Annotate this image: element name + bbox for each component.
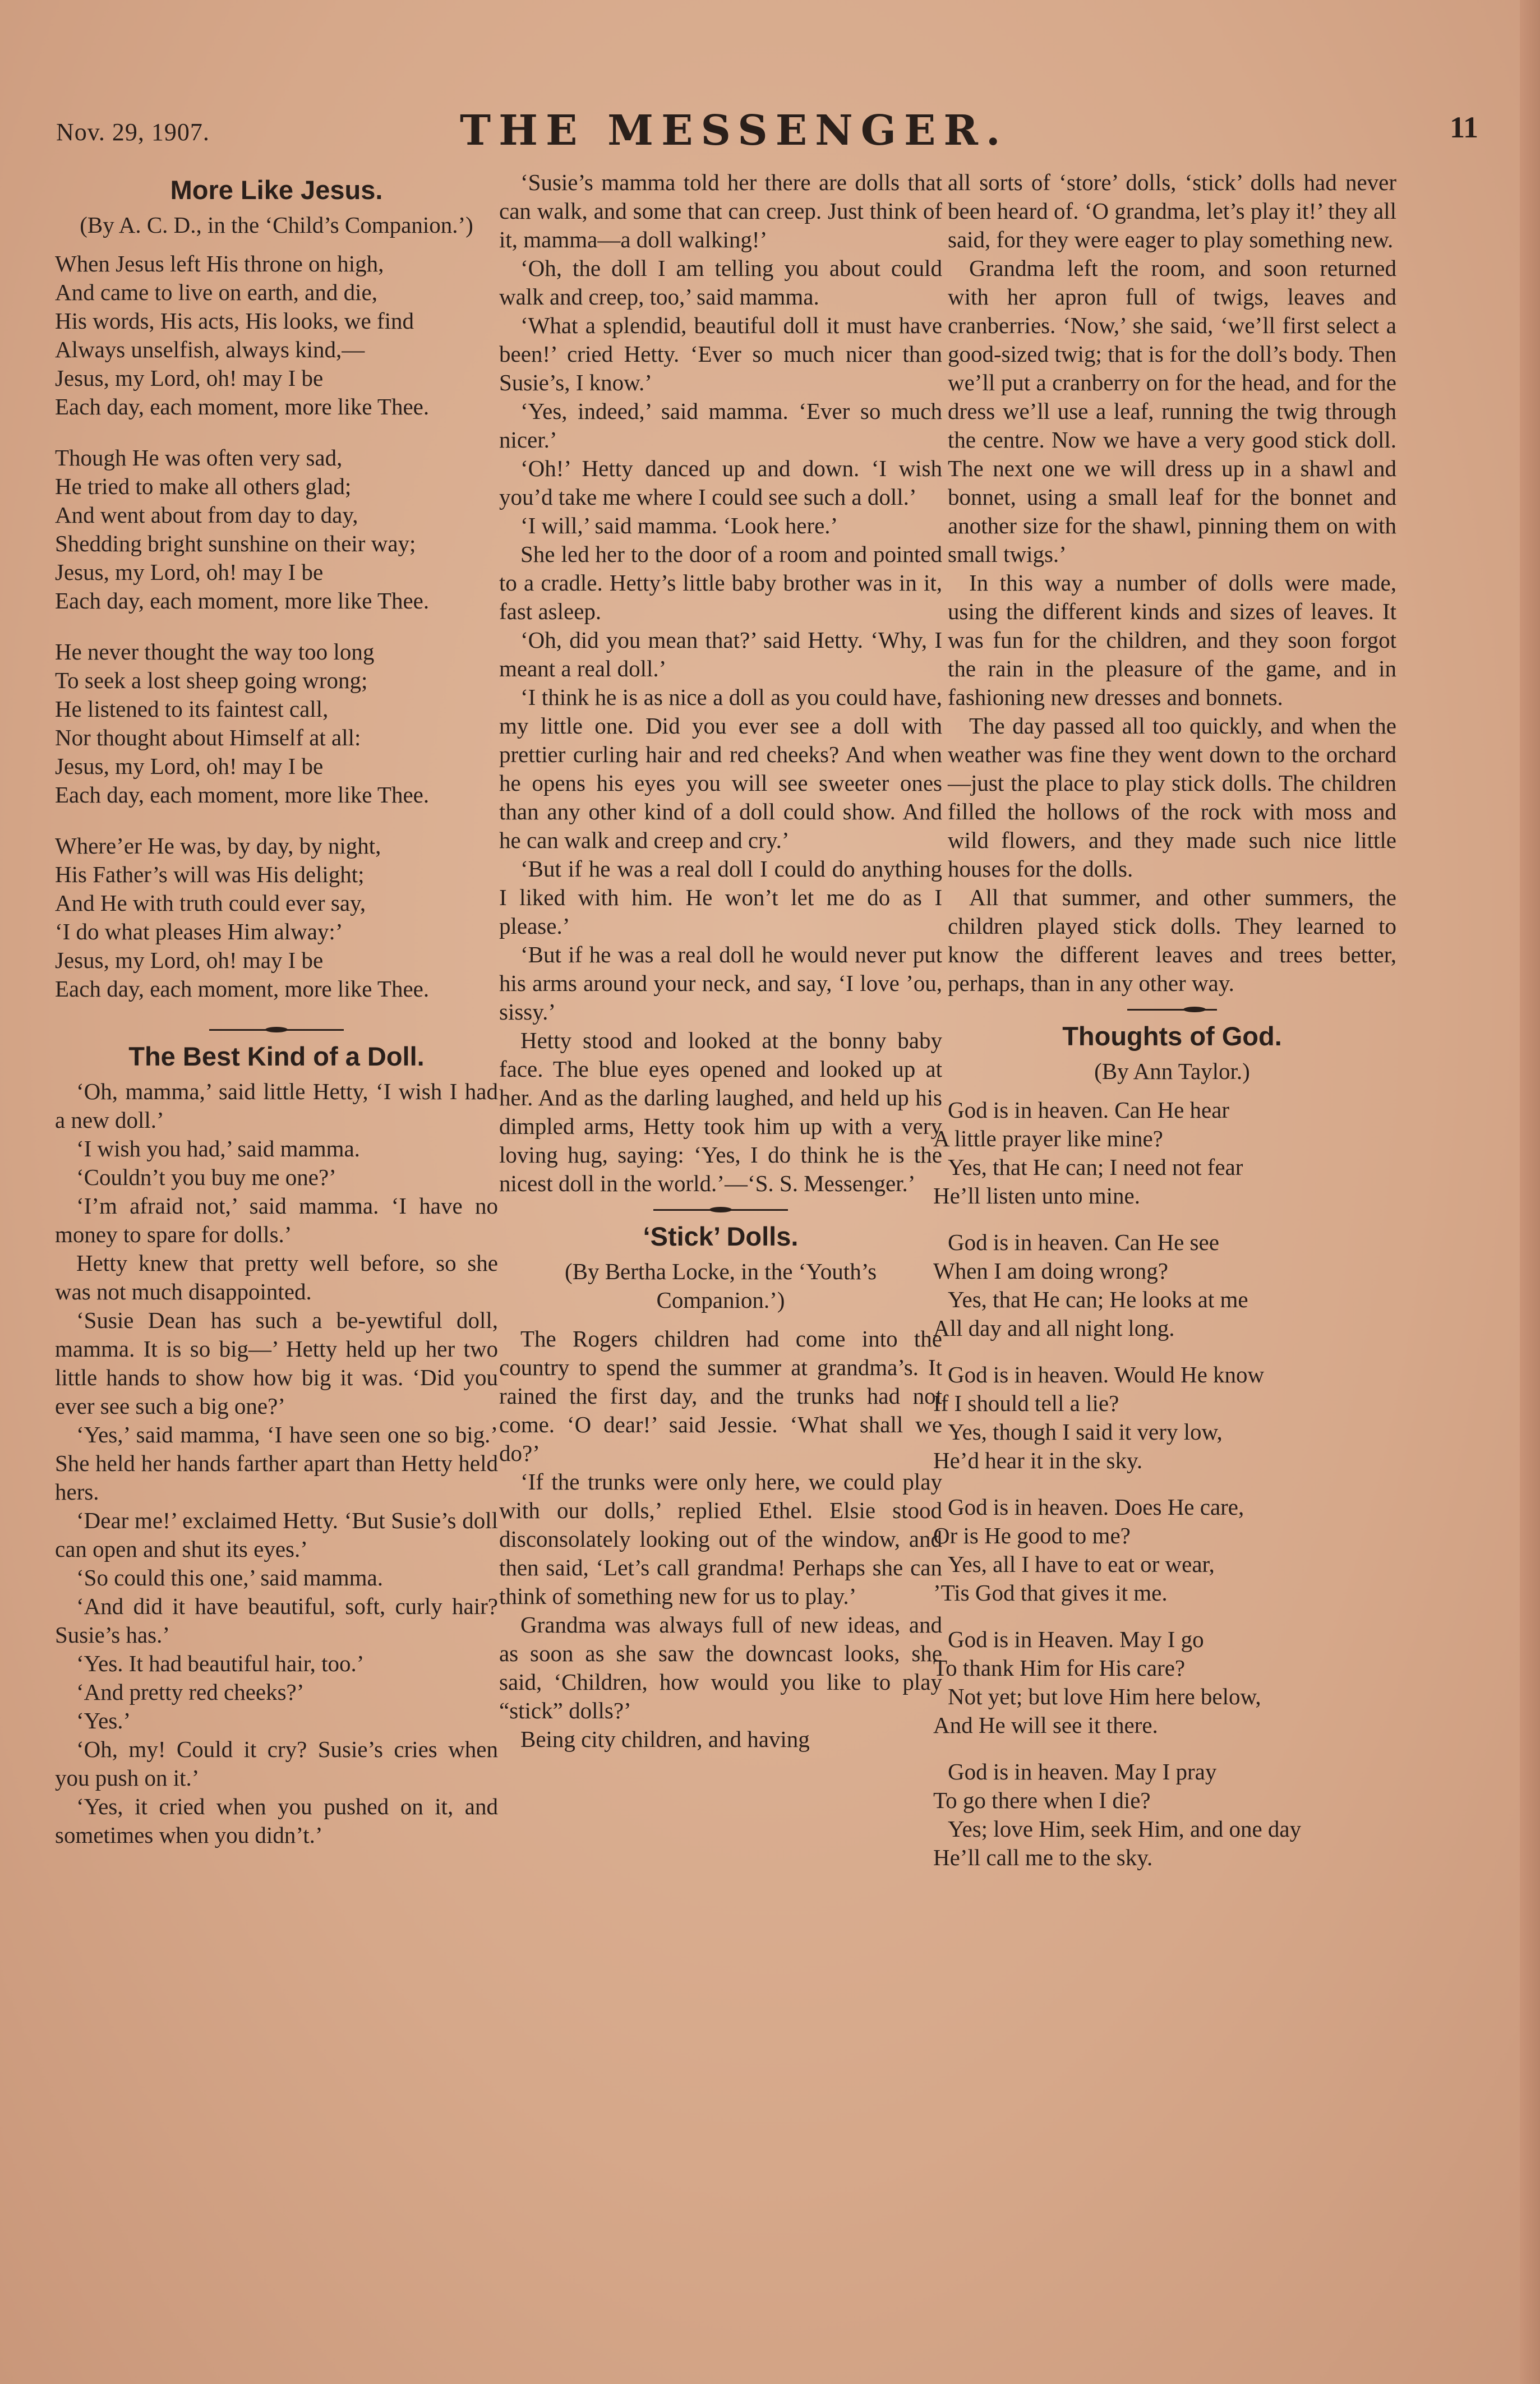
paragraph: ‘But if he was a real doll he would never put his arms around your neck, and say, ‘I love ’ou, sissy.’	[499, 942, 942, 1025]
paragraph: ‘Yes,’ said mamma, ‘I have seen one so big.’ She held her hands farther apart than Hetty held hers.	[55, 1422, 498, 1505]
paragraph: ‘I’m afraid not,’ said mamma. ‘I have no money to spare for dolls.’	[55, 1193, 498, 1247]
paragraph: ‘I think he is as nice a doll as you could have, my little one. Did you ever see a doll with prettier curling hair and red cheeks? And when he opens his eyes you will see sweeter ones than any other kind of a doll could show. And he can walk and creep and cry.’	[499, 684, 942, 853]
story-text	[55, 1077, 498, 1850]
poem-title: Thoughts of God.	[1062, 1021, 1282, 1051]
poem-line: Not yet; but love Him here below,	[948, 1684, 1261, 1709]
paragraph: Hetty knew that pretty well before, so she was not much disappointed.	[55, 1250, 498, 1304]
paragraph: ‘Susie’s mamma told her there are dolls that can walk, and some that can creep. Just think of it, mamma—a doll walking!’	[499, 169, 942, 252]
poem-line: He’ll call me to the sky.	[933, 1845, 1153, 1870]
paragraph: Grandma left the room, and soon returned with her apron full of twigs, leaves and cranberries. ‘Now,’ she said, ‘we’ll first select a good-sized twig; that is for the doll’s body. Then we’ll put a cranberry on for the head, and for the dress we’ll use a leaf, running the twig through the centre. Now we have a very good stick doll. The next one we will dress up in a shawl and bonnet, using a small leaf for the bonnet and another size for the shawl, pinning them on with small twigs.’	[948, 255, 1396, 567]
column-2	[499, 168, 942, 1754]
stanza	[55, 250, 498, 421]
section-divider	[1127, 1006, 1217, 1013]
column-3	[933, 168, 1396, 1890]
paragraph: ‘Dear me!’ exclaimed Hetty. ‘But Susie’s doll can open and shut its eyes.’	[55, 1507, 498, 1562]
poem-line: Or is He good to me?	[933, 1523, 1131, 1548]
paragraph: ‘Oh, the doll I am telling you about could walk and creep, too,’ said mamma.	[499, 255, 942, 310]
poem-line: God is in heaven. May I pray	[948, 1759, 1217, 1784]
paragraph: Grandma was always full of new ideas, and as soon as she saw the downcast looks, she said, ‘Children, how would you like to play “stick” dolls?’	[499, 1612, 942, 1723]
poem-line: Jesus, my Lord, oh! may I be	[55, 947, 324, 973]
story-title: The Best Kind of a Doll.	[128, 1041, 425, 1071]
stanza	[933, 1361, 1396, 1475]
poem-line: God is in heaven. Would He know	[948, 1362, 1265, 1387]
paragraph: ‘Yes.’	[76, 1708, 131, 1733]
poem-line: He never thought the way too long	[55, 639, 375, 665]
paragraph: ‘Yes, indeed,’ said mamma. ‘Ever so much nicer.’	[499, 398, 942, 453]
story-text-continued	[499, 168, 942, 1198]
poem-line: God is in Heaven. May I go	[948, 1626, 1204, 1652]
paragraph: ‘And pretty red cheeks?’	[76, 1679, 305, 1705]
poem-line: Where’er He was, by day, by night,	[55, 833, 381, 859]
poem-line: And He with truth could ever say,	[55, 890, 366, 916]
story-title: ‘Stick’ Dolls.	[643, 1221, 799, 1251]
story-byline: (By Bertha Locke, in the ‘Youth’s Companion.’)	[564, 1258, 877, 1313]
poem-line: ’Tis God that gives it me.	[933, 1580, 1168, 1606]
poem-line: A little prayer like mine?	[933, 1126, 1163, 1151]
newspaper-title: THE MESSENGER.	[460, 107, 1008, 155]
poem-body	[933, 1096, 1396, 1872]
poem-line: Jesus, my Lord, oh! may I be	[55, 559, 324, 585]
paragraph: ‘Oh!’ Hetty danced up and down. ‘I wish you’d take me where I could see such a doll.’	[499, 455, 942, 510]
poem-line: Each day, each moment, more like Thee.	[55, 976, 430, 1002]
masthead	[56, 107, 1478, 157]
paragraph: all sorts of ‘store’ dolls, ‘stick’ dolls had never been heard of. ‘O grandma, let’s play it!’ they all said, for they were eager to play something new.	[948, 169, 1396, 252]
poem-line: He’ll listen unto mine.	[933, 1183, 1140, 1209]
poem-line: Yes, that He can; I need not fear	[948, 1154, 1243, 1180]
stanza	[933, 1096, 1396, 1210]
poem-line: If I should tell a lie?	[933, 1390, 1119, 1416]
poem-byline: (By Ann Taylor.)	[1094, 1058, 1250, 1084]
poem-line: Always unselfish, always kind,—	[55, 336, 365, 362]
stanza	[933, 1758, 1396, 1872]
paragraph: ‘If the trunks were only here, we could play with our dolls,’ replied Ethel. Elsie stood disconsolately looking out of the window, and then said, ‘Let’s call grandma! Perhaps she can think of something new for us to play.’	[499, 1469, 942, 1609]
poem-line: He listened to its faintest call,	[55, 696, 329, 722]
poem-line: Shedding bright sunshine on their way;	[55, 531, 416, 556]
poem-line: Each day, each moment, more like Thee.	[55, 782, 430, 808]
section-divider	[653, 1206, 788, 1214]
poem-line: Yes; love Him, seek Him, and one day	[948, 1816, 1302, 1842]
poem-line: God is in heaven. Can He hear	[948, 1097, 1230, 1123]
poem-line: Jesus, my Lord, oh! may I be	[55, 753, 324, 779]
column-1	[55, 168, 498, 1850]
poem-line: Yes, though I said it very low,	[948, 1419, 1223, 1445]
poem-line: Nor thought about Himself at all:	[55, 725, 361, 750]
poem-line: God is in heaven. Can He see	[948, 1229, 1219, 1255]
paragraph: Hetty stood and looked at the bonny baby face. The blue eyes opened and looked up at her. And as the darling laughed, and held up his dimpled arms, Hetty took him up with a very loving hug, saying: ‘Yes, I do think he is the nicest doll in the world.’—‘S. S. Messenger.’	[499, 1027, 942, 1196]
stanza	[933, 1228, 1396, 1343]
paragraph: The Rogers children had come into the country to spend the summer at grandma’s. It rained the first day, and the trunks had not come. ‘O dear!’ said Jessie. ‘What shall we do?’	[499, 1326, 942, 1466]
poem-line: And He will see it there.	[933, 1712, 1158, 1738]
poem-line: God is in heaven. Does He care,	[948, 1494, 1244, 1520]
poem-line: Yes, all I have to eat or wear,	[948, 1551, 1215, 1577]
story-text-continued	[948, 168, 1396, 998]
section-divider	[209, 1026, 344, 1034]
paragraph: ‘What a splendid, beautiful doll it must have been!’ cried Hetty. ‘Ever so much nicer than Susie’s, I know.’	[499, 312, 942, 395]
poem-line: To seek a lost sheep going wrong;	[55, 667, 368, 693]
poem-line: When Jesus left His throne on high,	[55, 251, 384, 276]
paragraph: ‘Yes, it cried when you pushed on it, and sometimes when you didn’t.’	[55, 1793, 498, 1848]
paragraph: ‘Yes. It had beautiful hair, too.’	[76, 1650, 365, 1676]
paragraph: ‘Oh, my! Could it cry? Susie’s cries when you push on it.’	[55, 1736, 498, 1791]
poem-line: He tried to make all others glad;	[55, 473, 352, 499]
paragraph: All that summer, and other summers, the children played stick dolls. They learned to know the different leaves and trees better, perhaps, than in any other way.	[948, 884, 1396, 996]
paragraph: ‘I wish you had,’ said mamma.	[76, 1136, 360, 1161]
poem-line: His words, His acts, His looks, we find	[55, 308, 414, 334]
poem-line: Jesus, my Lord, oh! may I be	[55, 365, 324, 391]
poem-body	[55, 250, 498, 1003]
poem-line: And went about from day to day,	[55, 502, 358, 528]
poem-line: To go there when I die?	[933, 1787, 1151, 1813]
poem-title: More Like Jesus.	[170, 175, 383, 205]
stanza	[933, 1493, 1396, 1607]
poem-line: All day and all night long.	[933, 1315, 1175, 1341]
poem-byline: (By A. C. D., in the ‘Child’s Companion.’)	[80, 212, 473, 238]
poem-line: ‘I do what pleases Him alway:’	[55, 919, 343, 944]
paragraph: ‘I will,’ said mamma. ‘Look here.’	[520, 513, 838, 538]
paragraph: ‘And did it have beautiful, soft, curly hair? Susie’s has.’	[55, 1593, 498, 1648]
paragraph: In this way a number of dolls were made, using the different kinds and sizes of leaves. It was fun for the children, and they soon forgot the rain in the pleasure of the game, and in fashioning new dresses and bonnets.	[948, 570, 1396, 710]
stanza	[55, 444, 498, 615]
issue-date: Nov. 29, 1907.	[56, 118, 210, 146]
paragraph: ‘So could this one,’ said mamma.	[76, 1565, 383, 1590]
paragraph: Being city children, and having	[520, 1726, 810, 1752]
poem-line: He’d hear it in the sky.	[933, 1447, 1143, 1473]
poem-line: Though He was often very sad,	[55, 445, 343, 471]
page-number: 11	[1449, 110, 1478, 144]
poem-line: And came to live on earth, and die,	[55, 279, 377, 305]
stanza	[55, 832, 498, 1003]
poem-line: His Father’s will was His delight;	[55, 861, 365, 887]
paragraph: She led her to the door of a room and pointed to a cradle. Hetty’s little baby brother was in it, fast asleep.	[499, 541, 942, 624]
stanza	[933, 1625, 1396, 1740]
poem-line: To thank Him for His care?	[933, 1655, 1186, 1681]
poem-line: Each day, each moment, more like Thee.	[55, 588, 430, 614]
paragraph: ‘But if he was a real doll I could do anything I liked with him. He won’t let me do as I please.’	[499, 856, 942, 939]
story-text	[499, 1325, 942, 1754]
stanza	[55, 638, 498, 809]
paragraph: ‘Susie Dean has such a be-yewtiful doll, mamma. It is so big—’ Hetty held up her two little hands to show how big it was. ‘Did you ever see such a big one?’	[55, 1307, 498, 1419]
poem-line: When I am doing wrong?	[933, 1258, 1168, 1284]
paragraph: ‘Couldn’t you buy me one?’	[76, 1164, 336, 1190]
poem-line: Yes, that He can; He looks at me	[948, 1286, 1248, 1312]
paragraph: The day passed all too quickly, and when the weather was fine they went down to the orchard—just the place to play stick dolls. The children filled the hollows of the rock with moss and wild flowers, and they made such nice little houses for the dolls.	[948, 713, 1396, 882]
paragraph: ‘Oh, mamma,’ said little Hetty, ‘I wish I had a new doll.’	[55, 1078, 498, 1133]
paragraph: ‘Oh, did you mean that?’ said Hetty. ‘Why, I meant a real doll.’	[499, 627, 942, 681]
poem-line: Each day, each moment, more like Thee.	[55, 394, 430, 419]
